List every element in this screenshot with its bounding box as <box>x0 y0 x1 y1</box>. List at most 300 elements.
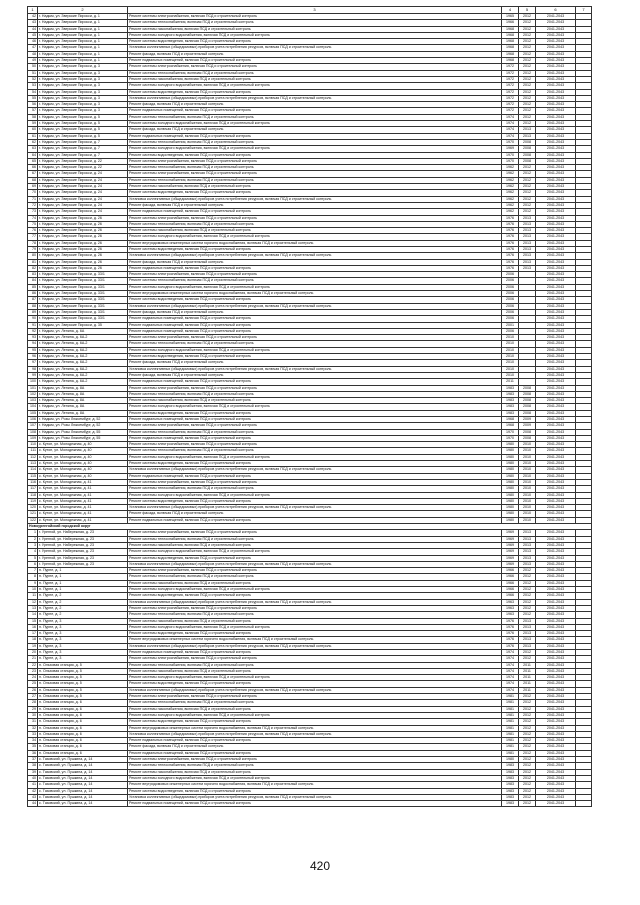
row-number: 14 <box>28 612 38 618</box>
row-work-type: Ремонт фасада, включая ПСД и строительный контроль <box>128 202 502 208</box>
row-number: 57 <box>28 108 38 114</box>
row-number: 119 <box>28 498 38 504</box>
row-year-repair: 2012 <box>519 738 536 744</box>
row-planned-period: 2041-2043 <box>536 423 576 429</box>
row-address: с. Кутоп, ул. Молодежная, д. 40 <box>38 448 128 454</box>
row-number: 9 <box>28 580 38 586</box>
row-planned-period: 2041-2043 <box>536 322 576 328</box>
row-work-type: Ремонт подвальных помещений, включая ПСД и строительный контроль <box>128 133 502 139</box>
row-planned-period: 2041-2043 <box>536 511 576 517</box>
row-planned-period: 2041-2043 <box>536 398 576 404</box>
row-year-repair: 2012 <box>519 605 536 611</box>
row-year-repair: 2012 <box>519 39 536 45</box>
row-year-built: 1969 <box>502 561 519 567</box>
row-work-type: Ремонт системы теплоснабжения, включая ПСД и строительный контроль <box>128 341 502 347</box>
row-planned-period: 2041-2043 <box>536 574 576 580</box>
row-planned-period: 2041-2043 <box>536 152 576 158</box>
row-number: 36 <box>28 750 38 756</box>
row-year-built: 1976 <box>502 637 519 643</box>
row-number: 23 <box>28 668 38 674</box>
row-year-built: 1974 <box>502 675 519 681</box>
row-year-repair: 2008 <box>519 391 536 397</box>
row-address: г. Надым, ул. Зверские Пирокси, д. 1 <box>38 20 128 26</box>
row-address: с. Кутоп, ул. Молодежная, д. 41 <box>38 511 128 517</box>
row-number: 64 <box>28 152 38 158</box>
row-planned-period: 2041-2043 <box>536 385 576 391</box>
row-address: г. Надым, ул. Зверские Пирокси, д. 24 <box>38 196 128 202</box>
row-planned-period: 2041-2043 <box>536 442 576 448</box>
row-year-built: 1963 <box>502 599 519 605</box>
row-year-repair: 2008 <box>519 139 536 145</box>
column-header: 6 <box>536 7 576 14</box>
row-work-type: Ремонт системы газоснабжения, включая ПСД и строительный контроль <box>128 769 502 775</box>
row-address: п. Пурпе, д. 3 <box>38 656 128 662</box>
row-number: 47 <box>28 45 38 51</box>
row-year-repair: 2010 <box>519 492 536 498</box>
row-address: г. Уренгой, ул. Набережная, д. 23 <box>38 555 128 561</box>
row-year-built: 1974 <box>502 681 519 687</box>
row-work-type: Ремонт системы электроснабжения, включая ПСД и строительный контроль <box>128 694 502 700</box>
row-address: п. Ольховая станция, д. 6 <box>38 700 128 706</box>
row-address: г. Надым, ул. Зверские Пирокси, д. 26 <box>38 234 128 240</box>
row-work-type: Ремонт системы теплоснабжения, включая ПСД и строительный контроль <box>128 448 502 454</box>
row-number: 24 <box>28 675 38 681</box>
row-year-built: 1981 <box>502 738 519 744</box>
row-planned-period: 2041-2043 <box>536 202 576 208</box>
row-address: г. Надым, ул. Ленина, д. 8А <box>38 404 128 410</box>
row-address: с. Кутоп, ул. Молодежная, д. 41 <box>38 505 128 511</box>
row-planned-period: 2041-2043 <box>536 498 576 504</box>
row-number: 29 <box>28 706 38 712</box>
row-year-repair: 2012 <box>519 26 536 32</box>
row-number: 6 <box>28 561 38 567</box>
row-number: 21 <box>28 656 38 662</box>
row-number: 91 <box>28 322 38 328</box>
row-planned-period: 2041-2043 <box>536 417 576 423</box>
row-planned-period: 2041-2043 <box>536 618 576 624</box>
row-work-type: Установка коллективных (общедомовых) приборов учета потребления ресурсов, включая ПСД и строительный контроль <box>128 561 502 567</box>
row-address: г. Надым, ул. Ленина, д. 6А-2 <box>38 379 128 385</box>
row-planned-period: 2041-2043 <box>536 530 576 536</box>
row-address: п. Пурпе, д. 3 <box>38 618 128 624</box>
row-address: г. Надым, ул. Зверские Пирокси, д. 26 <box>38 215 128 221</box>
row-number: 75 <box>28 221 38 227</box>
row-planned-period: 2041-2043 <box>536 76 576 82</box>
row-year-built: 1969 <box>502 555 519 561</box>
row-address: с. Тазовский, ул. Пушкина, д. 14 <box>38 782 128 788</box>
row-year-built: 1981 <box>502 719 519 725</box>
row-planned-period: 2041-2043 <box>536 788 576 794</box>
row-number: 19 <box>28 643 38 649</box>
row-year-repair: 2012 <box>519 763 536 769</box>
row-address: г. Надым, ул. Зверские Пирокси, д. 1 <box>38 45 128 51</box>
row-address: п. Ольховая станция, д. 5 <box>38 694 128 700</box>
row-year-repair: 2012 <box>519 102 536 108</box>
row-address: г. Надым, ул. Зверские Пирокси, д. 33/1 <box>38 303 128 309</box>
row-planned-period: 2041-2043 <box>536 14 576 20</box>
row-year-repair: 2011 <box>519 668 536 674</box>
row-number: 120 <box>28 505 38 511</box>
row-address: п. Ольховая станция, д. 5 <box>38 681 128 687</box>
row-year-repair: 2010 <box>519 511 536 517</box>
row-year-built: 1981 <box>502 694 519 700</box>
row-year-built: 2010 <box>502 341 519 347</box>
row-planned-period: 2041-2043 <box>536 429 576 435</box>
row-work-type: Установка коллективных (общедомовых) приборов учета потребления ресурсов, включая ПСД и строительный контроль <box>128 366 502 372</box>
row-planned-period: 2041-2043 <box>536 687 576 693</box>
row-year-repair: 2012 <box>519 574 536 580</box>
row-work-type: Ремонт системы водоотведения, включая ПСД и строительный контроль <box>128 152 502 158</box>
row-work-type: Ремонт внутридомовых инженерных систем горячего водоснабжения, включая ПСД и строительный контроль <box>128 725 502 731</box>
row-planned-period: 2041-2043 <box>536 70 576 76</box>
row-year-repair: 2012 <box>519 58 536 64</box>
row-year-repair: 2012 <box>519 700 536 706</box>
row-address: с. Тазовский, ул. Пушкина, д. 14 <box>38 788 128 794</box>
row-planned-period: 2041-2043 <box>536 278 576 284</box>
row-planned-period: 2041-2043 <box>536 335 576 341</box>
row-number: 99 <box>28 372 38 378</box>
row-work-type: Ремонт системы холодного водоснабжения, включая ПСД и строительный контроль <box>128 587 502 593</box>
row-work-type: Ремонт системы теплоснабжения, включая ПСД и строительный контроль <box>128 114 502 120</box>
row-year-built: 1966 <box>502 587 519 593</box>
row-number: 61 <box>28 133 38 139</box>
row-address: с. Тазовский, ул. Пушкина, д. 14 <box>38 794 128 800</box>
row-planned-period: 2041-2043 <box>536 284 576 290</box>
row-year-built: 1983 <box>502 763 519 769</box>
row-number: 111 <box>28 448 38 454</box>
row-work-type: Ремонт системы теплоснабжения, включая ПСД и строительный контроль <box>128 763 502 769</box>
row-planned-period: 2041-2043 <box>536 568 576 574</box>
row-work-type: Ремонт подвальных помещений, включая ПСД и строительный контроль <box>128 649 502 655</box>
row-address: г. Надым, ул. Ленина, д. 6А-2 <box>38 366 128 372</box>
row-address: п. Пурпе, д. 2 <box>38 593 128 599</box>
row-work-type: Ремонт системы электроснабжения, включая ПСД и строительный контроль <box>128 335 502 341</box>
row-work-type: Установка коллективных (общедомовых) приборов учета потребления ресурсов, включая ПСД и строительный контроль <box>128 794 502 800</box>
row-year-built: 1974 <box>502 687 519 693</box>
row-year-built: 1980 <box>502 454 519 460</box>
row-number: 13 <box>28 605 38 611</box>
row-number: 93 <box>28 335 38 341</box>
row-address: с. Кутоп, ул. Молодежная, д. 41 <box>38 517 128 523</box>
row-work-type: Ремонт подвальных помещений, включая ПСД и строительный контроль <box>128 322 502 328</box>
row-year-repair: 2010 <box>519 486 536 492</box>
row-year-repair: 2008 <box>519 152 536 158</box>
row-year-repair: 2012 <box>519 184 536 190</box>
row-year-built: 1962 <box>502 177 519 183</box>
row-work-type: Ремонт системы холодного водоснабжения, включая ПСД и строительный контроль <box>128 454 502 460</box>
row-address: г. Надым, ул. Зверские Пирокси, д. 33/1 <box>38 272 128 278</box>
row-address: п. Ольховая станция, д. 6 <box>38 738 128 744</box>
row-planned-period: 2041-2043 <box>536 448 576 454</box>
row-year-built: 1976 <box>502 221 519 227</box>
row-year-built: 1976 <box>502 246 519 252</box>
row-year-built: 1980 <box>502 757 519 763</box>
row-work-type: Ремонт системы водоотведения, включая ПСД и строительный контроль <box>128 555 502 561</box>
row-year-built: 1976 <box>502 228 519 234</box>
row-year-repair: 2013 <box>519 536 536 542</box>
row-number: 52 <box>28 76 38 82</box>
row-work-type: Ремонт системы электроснабжения, включая ПСД и строительный контроль <box>128 64 502 70</box>
row-work-type: Установка коллективных (общедомовых) приборов учета потребления ресурсов, включая ПСД и строительный контроль <box>128 505 502 511</box>
row-planned-period: 2041-2043 <box>536 706 576 712</box>
row-year-repair: 2013 <box>519 265 536 271</box>
row-year-built: 2010 <box>502 372 519 378</box>
document-page <box>27 6 591 807</box>
row-number: 122 <box>28 517 38 523</box>
row-planned-period: 2041-2043 <box>536 366 576 372</box>
row-year-built: 1974 <box>502 668 519 674</box>
row-number: 77 <box>28 234 38 240</box>
row-year-built: 1970 <box>502 139 519 145</box>
row-number: 17 <box>28 631 38 637</box>
row-work-type: Ремонт подвальных помещений, включая ПСД и строительный контроль <box>128 417 502 423</box>
row-work-type: Ремонт системы электроснабжения, включая ПСД и строительный контроль <box>128 14 502 20</box>
row-work-type: Ремонт системы холодного водоснабжения, включая ПСД и строительный контроль <box>128 347 502 353</box>
row-year-repair: 2010 <box>519 473 536 479</box>
row-number: 95 <box>28 347 38 353</box>
row-year-repair: 2008 <box>519 410 536 416</box>
row-planned-period: 2041-2043 <box>536 177 576 183</box>
row-planned-period: 2041-2043 <box>536 731 576 737</box>
row-year-built: 1969 <box>502 549 519 555</box>
row-number: 16 <box>28 624 38 630</box>
row-planned-period: 2041-2043 <box>536 20 576 26</box>
row-address: с. Кутоп, ул. Молодежная, д. 41 <box>38 498 128 504</box>
row-work-type: Ремонт системы электроснабжения, включая ПСД и строительный контроль <box>128 385 502 391</box>
row-address: г. Надым, ул. Зверские Пирокси, д. 5 <box>38 133 128 139</box>
row-year-repair: 2010 <box>519 454 536 460</box>
row-year-built: 2006 <box>502 309 519 315</box>
row-number: 76 <box>28 228 38 234</box>
row-year-built: 1962 <box>502 165 519 171</box>
row-number: 74 <box>28 215 38 221</box>
row-year-built: 1968 <box>502 51 519 57</box>
row-year-built: 1974 <box>502 127 519 133</box>
row-number: 2 <box>28 536 38 542</box>
row-planned-period: 2041-2043 <box>536 354 576 360</box>
row-planned-period: 2041-2043 <box>536 347 576 353</box>
row-work-type: Ремонт системы газоснабжения, включая ПСД и строительный контроль <box>128 398 502 404</box>
row-work-type: Ремонт системы водоотведения, включая ПСД и строительный контроль <box>128 631 502 637</box>
row-number: 5 <box>28 555 38 561</box>
row-address: г. Надым, ул. Зверские Пирокси, д. 24 <box>38 209 128 215</box>
row-year-built: 1968 <box>502 45 519 51</box>
row-work-type: Ремонт системы теплоснабжения, включая ПСД и строительный контроль <box>128 574 502 580</box>
row-address: г. Надым, ул. Зверские Пирокси, д. 26 <box>38 259 128 265</box>
row-work-type: Ремонт системы водоотведения, включая ПСД и строительный контроль <box>128 190 502 196</box>
row-address: г. Надым, ул. Розы Люксембург, д. 55 <box>38 429 128 435</box>
row-address: г. Надым, ул. Зверские Пирокси, д. 3 <box>38 76 128 82</box>
row-number: 28 <box>28 700 38 706</box>
row-number: 34 <box>28 738 38 744</box>
row-number: 90 <box>28 316 38 322</box>
row-year-built: 1981 <box>502 731 519 737</box>
row-year-repair: 2012 <box>519 593 536 599</box>
row-address: п. Пурпе, д. 3 <box>38 649 128 655</box>
row-address: с. Тазовский, ул. Пушкина, д. 14 <box>38 775 128 781</box>
row-number: 46 <box>28 39 38 45</box>
row-number: 12 <box>28 599 38 605</box>
column-number-row <box>28 7 592 14</box>
row-address: г. Надым, ул. Ленина, д. 6А-2 <box>38 372 128 378</box>
row-address: г. Надым, ул. Зверские Пирокси, д. 1 <box>38 51 128 57</box>
row-year-built: 1972 <box>502 64 519 70</box>
row-number: 56 <box>28 102 38 108</box>
row-planned-period: 2041-2043 <box>536 479 576 485</box>
row-planned-period: 2041-2043 <box>536 51 576 57</box>
row-address: г. Надым, ул. Зверские Пирокси, д. 33/1 <box>38 316 128 322</box>
row-year-built: 1968 <box>502 58 519 64</box>
row-address: г. Надым, ул. Ленина, д. 6А-2 <box>38 354 128 360</box>
row-year-built: 1970 <box>502 435 519 441</box>
row-year-built: 1972 <box>502 83 519 89</box>
row-planned-period: 2041-2043 <box>536 631 576 637</box>
row-year-built: 1970 <box>502 152 519 158</box>
row-year-built: 1966 <box>502 580 519 586</box>
row-year-built: 2006 <box>502 316 519 322</box>
row-address: г. Надым, ул. Зверские Пирокси, д. 33/1 <box>38 291 128 297</box>
row-number: 44 <box>28 801 38 807</box>
row-address: п. Ольховая станция, д. 6 <box>38 731 128 737</box>
row-planned-period: 2041-2043 <box>536 259 576 265</box>
row-address: г. Надым, ул. Зверские Пирокси, д. 5 <box>38 114 128 120</box>
column-header: 1 <box>28 7 38 14</box>
row-planned-period: 2041-2043 <box>536 599 576 605</box>
row-year-repair: 2012 <box>519 209 536 215</box>
row-number: 11 <box>28 593 38 599</box>
row-planned-period: 2041-2043 <box>536 372 576 378</box>
row-address: с. Кутоп, ул. Молодежная, д. 40 <box>38 473 128 479</box>
row-year-built: 1983 <box>502 385 519 391</box>
row-year-built: 1976 <box>502 643 519 649</box>
row-address: г. Надым, ул. Зверские Пирокси, д. 22 <box>38 158 128 164</box>
row-planned-period: 2041-2043 <box>536 624 576 630</box>
row-year-built: 1976 <box>502 631 519 637</box>
row-planned-period: 2041-2043 <box>536 114 576 120</box>
row-number: 100 <box>28 379 38 385</box>
row-year-built: 1962 <box>502 196 519 202</box>
row-number: 118 <box>28 492 38 498</box>
row-number: 68 <box>28 177 38 183</box>
row-work-type: Ремонт системы теплоснабжения, включая ПСД и строительный контроль <box>128 486 502 492</box>
row-address: п. Ольховая станция, д. 6 <box>38 706 128 712</box>
row-planned-period: 2041-2043 <box>536 39 576 45</box>
row-work-type: Ремонт системы теплоснабжения, включая ПСД и строительный контроль <box>128 70 502 76</box>
row-planned-period: 2041-2043 <box>536 712 576 718</box>
row-work-type: Ремонт системы водоотведения, включая ПСД и строительный контроль <box>128 498 502 504</box>
row-address: п. Пурпе, д. 1 <box>38 580 128 586</box>
row-work-type: Ремонт фасада, включая ПСД и строительный контроль <box>128 511 502 517</box>
row-address: г. Уренгой, ул. Набережная, д. 23 <box>38 561 128 567</box>
row-year-built: 2006 <box>502 328 519 334</box>
row-year-built: 1962 <box>502 184 519 190</box>
row-planned-period: 2041-2043 <box>536 461 576 467</box>
row-number: 54 <box>28 89 38 95</box>
row-planned-period: 2041-2043 <box>536 612 576 618</box>
row-year-repair: 2013 <box>519 631 536 637</box>
row-year-repair: 2008 <box>519 435 536 441</box>
row-number: 87 <box>28 297 38 303</box>
row-planned-period: 2041-2043 <box>536 719 576 725</box>
row-year-built: 1974 <box>502 662 519 668</box>
row-work-type: Установка коллективных (общедомовых) приборов учета потребления ресурсов, включая ПСД и строительный контроль <box>128 687 502 693</box>
row-year-built: 1976 <box>502 240 519 246</box>
row-address: г. Надым, ул. Ленина, д. 6А-2 <box>38 335 128 341</box>
row-note <box>576 801 592 807</box>
row-year-repair: 2013 <box>519 643 536 649</box>
row-year-repair: 2012 <box>519 568 536 574</box>
row-planned-period: 2041-2043 <box>536 196 576 202</box>
row-year-repair: 2009 <box>519 417 536 423</box>
row-year-repair: 2011 <box>519 675 536 681</box>
row-year-built: 1970 <box>502 158 519 164</box>
row-year-built: 1974 <box>502 649 519 655</box>
row-number: 22 <box>28 662 38 668</box>
row-work-type: Ремонт системы теплоснабжения, включая ПСД и строительный контроль <box>128 165 502 171</box>
row-planned-period: 2041-2043 <box>536 253 576 259</box>
row-number: 104 <box>28 404 38 410</box>
row-work-type: Ремонт системы теплоснабжения, включая ПСД и строительный контроль <box>128 391 502 397</box>
row-address: г. Надым, ул. Ленина, д. 8А <box>38 398 128 404</box>
row-address: г. Надым, ул. Зверские Пирокси, д. 33/1 <box>38 309 128 315</box>
row-year-repair: 2012 <box>519 95 536 101</box>
row-work-type: Ремонт системы холодного водоснабжения, включая ПСД и строительный контроль <box>128 775 502 781</box>
row-number: 97 <box>28 360 38 366</box>
row-number: 7 <box>28 568 38 574</box>
row-number: 78 <box>28 240 38 246</box>
column-header: 3 <box>128 7 502 14</box>
row-work-type: Ремонт системы водоотведения, включая ПСД и строительный контроль <box>128 89 502 95</box>
row-address: г. Надым, ул. Зверские Пирокси, д. 3 <box>38 70 128 76</box>
row-address: с. Тазовский, ул. Пушкина, д. 14 <box>38 801 128 807</box>
row-planned-period: 2041-2043 <box>536 656 576 662</box>
row-work-type: Ремонт системы электроснабжения, включая ПСД и строительный контроль <box>128 656 502 662</box>
row-number: 79 <box>28 246 38 252</box>
row-work-type: Ремонт системы теплоснабжения, включая ПСД и строительный контроль <box>128 20 502 26</box>
row-work-type: Ремонт системы теплоснабжения, включая ПСД и строительный контроль <box>128 177 502 183</box>
row-address: п. Ольховая станция, д. 6 <box>38 719 128 725</box>
row-year-built: 1980 <box>502 486 519 492</box>
row-year-built: 1983 <box>502 404 519 410</box>
row-year-repair: 2011 <box>519 662 536 668</box>
row-year-repair: 2012 <box>519 14 536 20</box>
row-address: п. Пурпе, д. 3 <box>38 624 128 630</box>
row-year-repair: 2013 <box>519 542 536 548</box>
row-year-built: 2006 <box>502 284 519 290</box>
column-header: 4 <box>502 7 519 14</box>
row-address: г. Надым, ул. Зверские Пирокси, д. 26 <box>38 265 128 271</box>
row-year-repair: 2012 <box>519 32 536 38</box>
row-address: г. Надым, ул. Зверские Пирокси, д. 3 <box>38 64 128 70</box>
row-planned-period: 2041-2043 <box>536 133 576 139</box>
row-address: п. Пурпе, д. 3 <box>38 637 128 643</box>
row-number: 92 <box>28 328 38 334</box>
row-planned-period: 2041-2043 <box>536 303 576 309</box>
row-year-repair: 2012 <box>519 757 536 763</box>
row-year-repair: 2012 <box>519 64 536 70</box>
row-planned-period: 2041-2043 <box>536 467 576 473</box>
row-year-built: 1976 <box>502 624 519 630</box>
row-work-type: Ремонт системы водоотведения, включая ПСД и строительный контроль <box>128 297 502 303</box>
row-year-repair: 2012 <box>519 108 536 114</box>
row-year-repair: 2013 <box>519 530 536 536</box>
row-year-repair: 2013 <box>519 259 536 265</box>
row-work-type: Ремонт системы водоотведения, включая ПСД и строительный контроль <box>128 246 502 252</box>
row-work-type: Ремонт системы водоотведения, включая ПСД и строительный контроль <box>128 410 502 416</box>
row-number: 32 <box>28 725 38 731</box>
row-address: п. Пурпе, д. 2 <box>38 599 128 605</box>
row-number: 43 <box>28 794 38 800</box>
